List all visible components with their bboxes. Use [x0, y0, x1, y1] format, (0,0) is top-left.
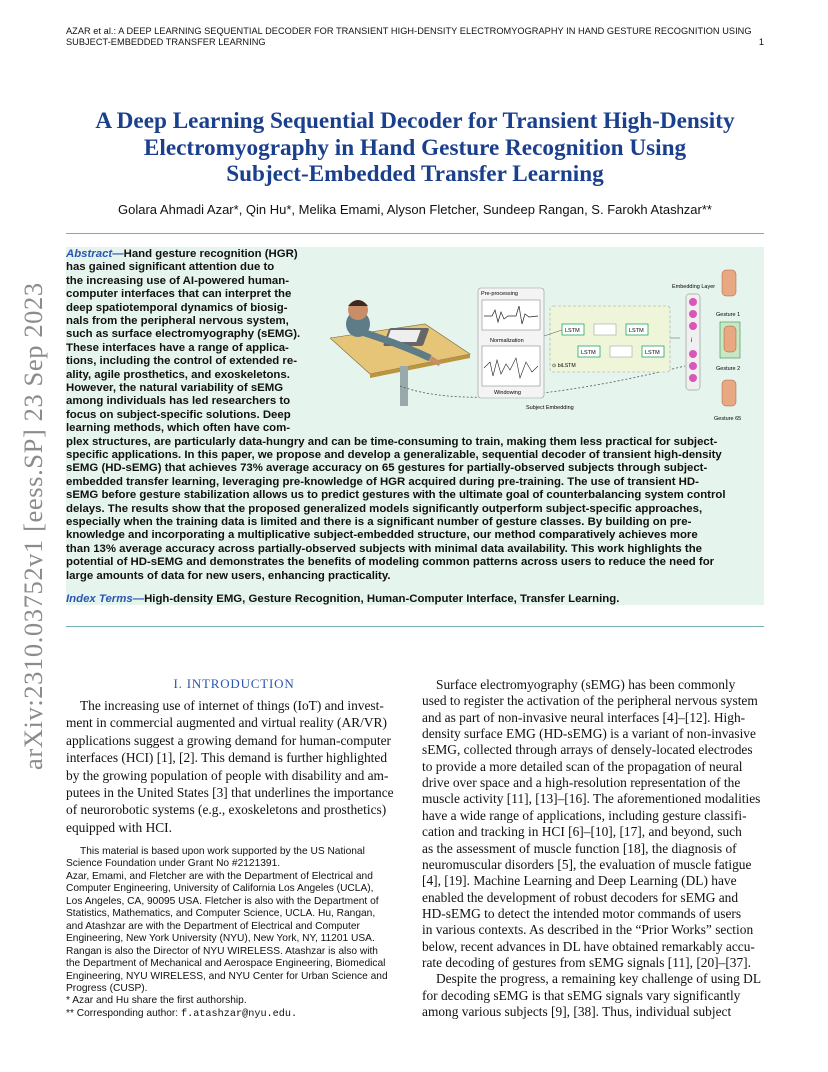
abstract-line: knowledge and incorporating a multiplicative subject-embedded structure, our method comparatively achieves more [66, 529, 698, 542]
left-body-line: interfaces (HCI) [1], [2]. This demand is further highlighted [66, 750, 388, 766]
author-list: Golara Ahmadi Azar*, Qin Hu*, Melika Emami, Alyson Fletcher, Sundeep Rangan, S. Farokh Atashzar** [118, 202, 712, 217]
running-title-line1: AZAR et al.: A DEEP LEARNING SEQUENTIAL DECODER FOR TRANSIENT HIGH-DENSITY ELECTROMYOGRAPHY IN HAND GESTURE RECOGNITION USING [66, 26, 752, 36]
right-body-line: Despite the progress, a remaining key challenge of using DL [436, 971, 761, 987]
figure-preprocessing-label: Pre-processing [481, 291, 518, 297]
left-body-line: of neurorobotic systems (e.g., exoskeletons and prosthetics) [66, 802, 387, 818]
section-heading: I. INTRODUCTION [173, 676, 295, 691]
index-terms-text: High-density EMG, Gesture Recognition, Human-Computer Interface, Transfer Learning. [144, 593, 620, 605]
figure-windowing-label: Windowing [494, 390, 521, 396]
footnote-line: Rangan is also the Director of NYU WIRELESS. Atashzar is also with [66, 945, 378, 957]
title-line-2: Electromyography in Hand Gesture Recognition Using [143, 134, 687, 161]
right-body-line: as the assessment of muscle function [18], the diagnosis of [422, 840, 737, 856]
index-terms-label: Index Terms— [66, 593, 145, 605]
abstract-line [66, 248, 298, 261]
footnote-line: Azar, Emami, and Fletcher are with the Department of Electrical and [66, 870, 373, 882]
right-body-line: in various contexts. As described in the “Prior Works” section [422, 922, 754, 938]
left-body-line: putees in the United States [3] that underlines the importance [66, 785, 394, 800]
right-body-line: cation and tracking in HCI [6]–[10], [17], and beyond, such [422, 824, 742, 840]
abstract-line: sEMG (HD-sEMG) that achieves 73% average accuracy on 65 gestures for partially-observed subjects through subject- [66, 462, 708, 475]
lstm-label: LSTM [581, 350, 596, 356]
embedding-layer [672, 284, 715, 390]
footnote-line: Computer Engineering, University of California Los Angeles (UCLA), [66, 883, 374, 895]
abstract-line: These interfaces have a range of applica- [66, 341, 289, 354]
gesture-outputs [714, 270, 741, 422]
title-line-1: A Deep Learning Sequential Decoder for Transient High-Density [95, 108, 735, 134]
footnote-line: the Department of Mechanical and Aerospace Engineering, Biomedical [66, 958, 386, 970]
running-header [66, 26, 764, 48]
rule-top [66, 233, 764, 234]
footnote-line: Progress (CUSP). [66, 982, 148, 994]
right-body-line: among various subjects [9], [38]. Thus, individual subject [422, 1004, 732, 1019]
abstract-line: tions, including the control of extended re- [66, 355, 297, 368]
author-email: f.atashzar@nyu.edu. [180, 1008, 298, 1020]
preprocessing-block [478, 288, 544, 398]
left-body-line: ment in commercial augmented and virtual reality (AR/VR) [66, 715, 387, 731]
bilstm-block [544, 306, 680, 372]
abstract-line: the increasing use of AI-powered human- [66, 274, 289, 287]
right-body-line: [4], [19]. Machine Learning and Deep Learning (DL) have [422, 873, 737, 889]
rule-bottom [66, 626, 764, 627]
gesture1-label: Gesture 1 [716, 312, 741, 318]
right-body-line: used to register the activation of the peripheral nervous system [422, 693, 758, 709]
footnote-line: * Azar and Hu share the first authorship. [66, 995, 247, 1007]
footnote-lead: ** Corresponding author: [66, 1007, 181, 1019]
footnote-line: This material is based upon work supported by the US National [80, 846, 365, 857]
page-number: 1 [758, 37, 764, 47]
paper-title [66, 108, 764, 188]
footnote-line: Los Angeles, CA, 90095 USA. Fletcher is also with the Department of [66, 895, 379, 907]
right-body-line: for decoding sEMG is that sEMG signals vary significantly [422, 987, 741, 1003]
arxiv-stamp: arXiv:2310.03752v1 [eess.SP] 23 Sep 2023 [18, 282, 48, 770]
lstm-label: LSTM [645, 350, 660, 356]
left-body-line: equipped with HCI. [66, 819, 172, 835]
abstract-line: embedded transfer learning, leveraging pre-knowledge of HGR acquired during pre-training. The use of transient HD- [66, 475, 699, 488]
footnote-line: Science Foundation under Grant No #2121391. [66, 858, 281, 870]
left-body-line: by the growing population of people with disability and am- [66, 767, 389, 783]
abstract-line: has gained significant attention due to [66, 261, 275, 274]
lstm-label: LSTM [565, 328, 580, 334]
right-body-line: sEMG, collected through arrays of densely-located electrodes [422, 742, 753, 758]
abstract-line: especially when the training data is limited and there is a significant number of gesture classes. By building on pre- [66, 516, 692, 528]
left-body-line: applications suggest a growing demand for human-computer [66, 732, 392, 748]
right-body-line: muscle activity [11], [13]–[16]. The aforementioned modalities [422, 791, 761, 807]
right-body-line: and as part of non-invasive neural interfaces [4]–[12]. High- [422, 709, 746, 725]
abstract-line: delays. The results show that the proposed generalized models significantly outperform subject-specific approaches, [66, 502, 703, 515]
abstract-label: Abstract— [66, 248, 124, 260]
abstract-line: deep spatiotemporal dynamics of biosig- [66, 301, 288, 314]
figure-subject-embedding-label: Subject Embedding [526, 405, 574, 411]
person-illustration [330, 300, 470, 406]
abstract-line: than 13% average accuracy across partially-observed subjects with minimal data availability. This work highlights the [66, 542, 702, 555]
right-body-line: HD-sEMG to detect the intended motor commands of users [422, 905, 742, 921]
title-line-3: Subject-Embedded Transfer Learning [226, 161, 604, 187]
overview-figure [330, 266, 762, 426]
running-title-line2: SUBJECT-EMBEDDED TRANSFER LEARNING [66, 37, 266, 47]
right-body-line: have a wide range of applications, including gesture classifi- [422, 807, 747, 823]
footnote-line: Engineering, New York University (NYU), New York, NY, 11201 USA. [66, 933, 375, 945]
footnote-line: Engineering, NYU WIRELESS, and NYU Center for Urban Science and [66, 970, 388, 982]
figure-embedding-layer-label: Embedding Layer [672, 284, 716, 290]
abstract-line: learning methods, which often have com- [66, 422, 291, 435]
abstract-line: among individuals has led researchers to [66, 395, 291, 408]
footnote-line: Statistics, Mathematics, and Computer Science, UCLA. Hu, Rangan, [66, 908, 376, 920]
abstract-line: potential of HD-sEMG and demonstrates the benefits of modeling common patterns across users to reduce the need for [66, 556, 715, 569]
abstract-line: ality, agile prosthetics, and exoskeletons. [66, 368, 290, 381]
gesture2-label: Gesture 2 [716, 366, 741, 372]
bilstm-label: ⊙ biLSTM [552, 363, 576, 369]
gesture65-label: Gesture 65 [714, 416, 742, 422]
abstract-line: large amounts of data for new users, enhancing practicality. [66, 569, 391, 582]
right-body-line: rate decoding of gestures from sEMG signals [11], [20]–[37]. [422, 954, 751, 970]
right-body-line: to provide a more detailed scan of the propagation of neural [422, 758, 743, 774]
right-body-line: density surface EMG (HD-sEMG) is a variant of non-invasive [422, 726, 756, 742]
abstract-line: plex structures, are particularly data-hungry and can be time-consuming to train, making them less practical for subject- [66, 435, 718, 448]
abstract-first-line: Hand gesture recognition (HGR) [123, 248, 298, 260]
index-terms [66, 593, 619, 606]
right-body-line: drive over space and a high-resolution representation of the [422, 775, 741, 791]
abstract-line: computer interfaces that can interpret the [66, 288, 292, 301]
right-body-line: enabled the development of robust decoders for sEMG and [422, 889, 739, 905]
footnote-line [66, 1008, 297, 1021]
abstract-line: However, the natural variability of sEMG [66, 382, 284, 394]
abstract-line: specific applications. In this paper, we propose and develop a generalizable, sequential decoder of transient high-density [66, 449, 722, 461]
abstract-line: nals from the peripheral nervous system, [66, 315, 289, 327]
right-body-line: Surface electromyography (sEMG) has been commonly [436, 677, 736, 692]
lstm-label: LSTM [629, 328, 644, 334]
abstract-line: sEMG before gesture stabilization allows us to predict gestures with the ultimate goal of counterbalancing system control [66, 489, 726, 502]
figure-index-label: i [691, 338, 693, 344]
right-body-line: neuromuscular disorders [5], the evaluation of muscle fatigue [422, 856, 752, 872]
abstract-line: focus on subject-specific solutions. Deep [66, 408, 291, 421]
figure-normalization-label: Normalization [490, 338, 524, 344]
footnote-line: and Atashzar are with the Department of Electrical and Computer [66, 920, 360, 932]
abstract-line: such as surface electromyography (sEMG). [66, 328, 301, 341]
right-body-line: below, recent advances in DL have obtained remarkably accu- [422, 938, 755, 954]
left-body-line: The increasing use of internet of things (IoT) and invest- [80, 698, 384, 713]
